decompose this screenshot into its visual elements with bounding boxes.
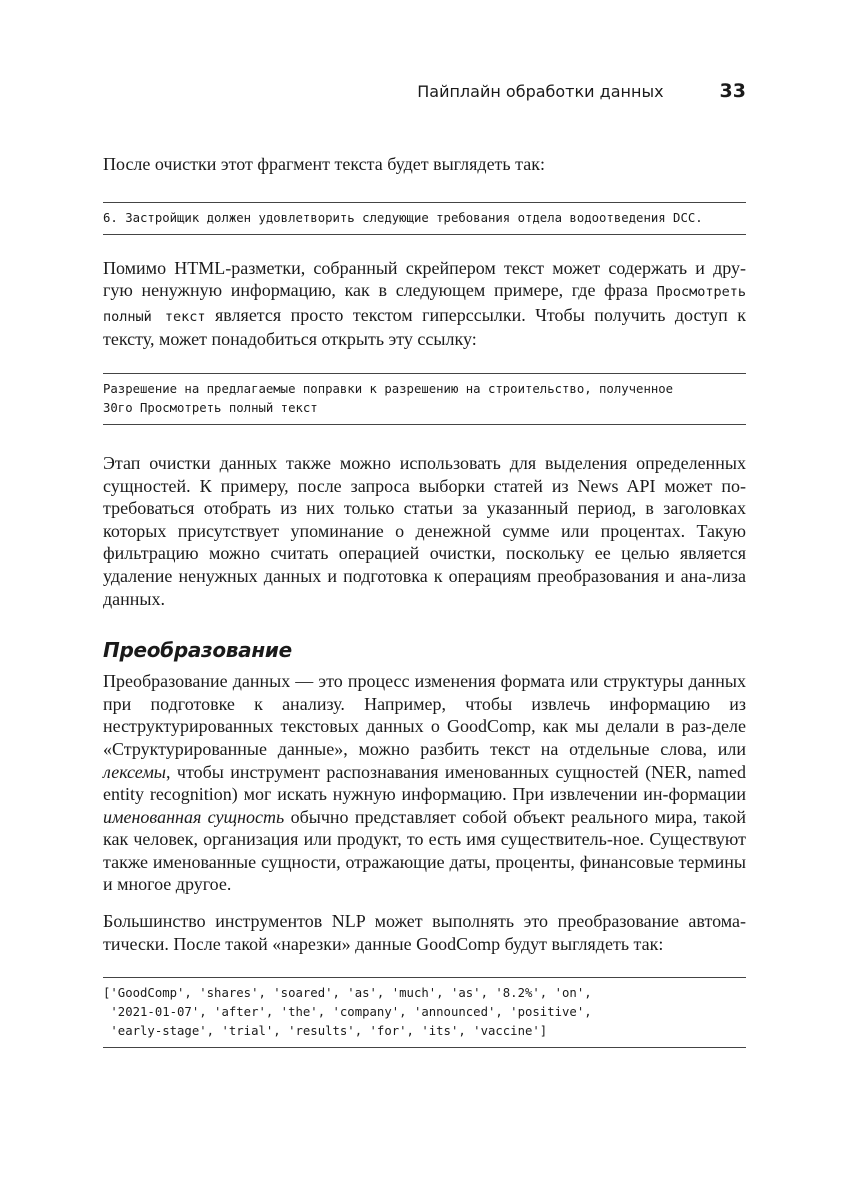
code-block-permit-text: Разрешение на предлагаемые поправки к разрешению на строительство, полученное 30го Просмотреть полный текст [103,373,746,425]
code-block-cleaned-text: 6. Застройщик должен удовлетворить следующие требования отдела водоотведения DCC. [103,202,746,235]
paragraph-hyperlink-text [103,257,746,351]
paragraph-text: Преобразование данных — это процесс изменения формата или структуры данных при подготовке к анализу. Например, чтобы извлечь информацию из неструктурированных текстовых данных о GoodComp, как мы делали в раз-деле «Структурированные данные», можно разбить текст на отдельные слова, или [103,671,746,759]
paragraph-transformation [103,670,746,896]
emphasis-term: именованная сущность [103,806,285,827]
paragraph-nlp-tools: Большинство инструментов NLP может выполнять это преобразование автома-тически. После такой «нарезки» данные GoodComp будут выглядеть так: [103,911,746,954]
section-heading-transformation: Преобразование [103,638,292,663]
code-block-tokens: ['GoodComp', 'shares', 'soared', 'as', 'much', 'as', '8.2%', 'on', '2021-01-07', 'after', 'the', 'company', 'announced', 'positive', 'early-stage', 'trial', 'results', 'for', 'its', 'vaccine'] [103,977,746,1048]
inline-code: Просмотреть полный текст [103,284,746,325]
paragraph-cleaning-intro: После очистки этот фрагмент текста будет выглядеть так: [103,154,545,174]
running-title: Пайплайн обработки данных [417,82,664,101]
emphasis-term: лексемы [103,761,166,782]
paragraph-entity-filtering: Этап очистки данных также можно использовать для выделения определенных сущностей. К примеру, после запроса выборки статей из News API может по-требоваться отобрать из них только статьи за указанный период, в заголовках которых присутствует упоминание о денежной сумме или процентах. Такую фильтрацию можно считать операцией очистки, поскольку ее целью является удаление ненужных данных и подготовка к операциям преобразования и ана-лиза данных. [103,452,746,609]
page-content [103,153,746,1048]
paragraph-text: является просто текстом гиперссылки. Чтобы получить доступ к тексту, может понадобиться открыть эту ссылку: [103,304,746,350]
paragraph-text: обычно представляет собой объект реального мира, такой как человек, организация или продукт, то есть имя существитель-ное. Существуют также именованные сущности, отражающие даты, проценты, финансовые термины и многое другое. [103,806,746,895]
paragraph-text: , чтобы инструмент распознавания именованных сущностей (NER, named entity recognition) мог искать нужную информацию. При извлечении ин-формации [103,761,746,805]
paragraph-text: Помимо HTML-разметки, собранный скрейпером текст может содержать и дру-гую ненужную информацию, как в следующем примере, где фраза [103,257,746,301]
page-number: 33 [719,80,746,102]
running-head [417,80,746,102]
